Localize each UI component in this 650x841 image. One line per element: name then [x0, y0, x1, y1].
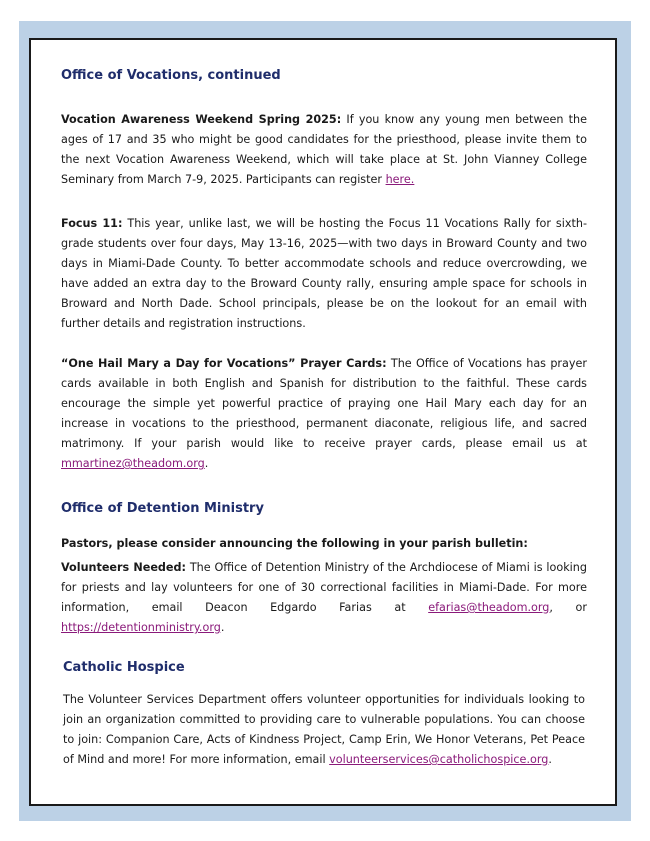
focus-paragraph — [61, 214, 587, 334]
hospice-paragraph — [63, 690, 585, 770]
detention-ministry-url-link[interactable]: https://detentionministry.org — [61, 621, 221, 634]
hospice-tail: . — [548, 753, 552, 766]
prayer-cards-tail: . — [204, 457, 209, 470]
detention-intro: Pastors, please consider announcing the following in your parish bulletin: — [61, 537, 528, 550]
volunteers-title: Volunteers Needed: — [61, 561, 186, 574]
vaw-body: If you know any young men between the ages of 17 and 35 who might be good candidates for the priesthood, please invite them to the next Vocation Awareness Weekend, which will take place at St. John Vianney College Seminary from March 7-9, 2025. Participants can register — [61, 113, 587, 186]
hospice-heading: Catholic Hospice — [63, 660, 185, 675]
volunteers-paragraph — [61, 558, 587, 638]
efarias-email-link[interactable]: efarias@theadom.org — [428, 601, 550, 614]
document-page — [29, 38, 617, 806]
register-here-link[interactable]: here. — [385, 173, 415, 186]
prayer-cards-title: “One Hail Mary a Day for Vocations” Prayer Cards: — [61, 357, 387, 370]
volunteerservices-email-link[interactable]: volunteerservices@catholichospice.org — [329, 753, 549, 766]
vaw-paragraph — [61, 110, 587, 190]
volunteers-body: The Office of Detention Ministry of the Archdiocese of Miami is looking for priests and lay volunteers for one of 30 correctional facilities in Miami-Dade. For more information, email Deacon Edgardo Farias at — [61, 561, 587, 614]
volunteers-mid: , or — [549, 601, 587, 614]
focus-title: Focus 11: — [61, 217, 123, 230]
hospice-body: The Volunteer Services Department offers volunteer opportunities for individuals looking to join an organization committed to providing care to vulnerable populations. You can choose to join: Companion Care, Acts of Kindness Project, Camp Erin, We Honor Veterans, Pet Peace of Mind and more! For more information, email — [63, 693, 585, 766]
volunteers-tail: . — [220, 621, 225, 634]
prayer-cards-paragraph — [61, 354, 587, 474]
vaw-title: Vocation Awareness Weekend Spring 2025: — [61, 113, 342, 126]
mmartinez-email-link[interactable]: mmartinez@theadom.org — [61, 457, 205, 470]
vocations-heading: Office of Vocations, continued — [61, 68, 281, 83]
focus-body: This year, unlike last, we will be hosting the Focus 11 Vocations Rally for sixth-grade students over four days, May 13-16, 2025—with two days in Broward County and two days in Miami-Dade County. To better accommodate schools and reduce overcrowding, we have added an extra day to the Broward County rally, ensuring ample space for schools in Broward and North Dade. School principals, please be on the lookout for an email with further details and registration instructions. — [61, 217, 587, 330]
prayer-cards-body: The Office of Vocations has prayer cards available in both English and Spanish for distribution to the faithful. These cards encourage the simple yet powerful practice of praying one Hail Mary each day for an increase in vocations to the priesthood, permanent diaconate, religious life, and sacred matrimony. If your parish would like to receive prayer cards, please email us at — [61, 357, 587, 450]
detention-heading: Office of Detention Ministry — [61, 501, 264, 516]
